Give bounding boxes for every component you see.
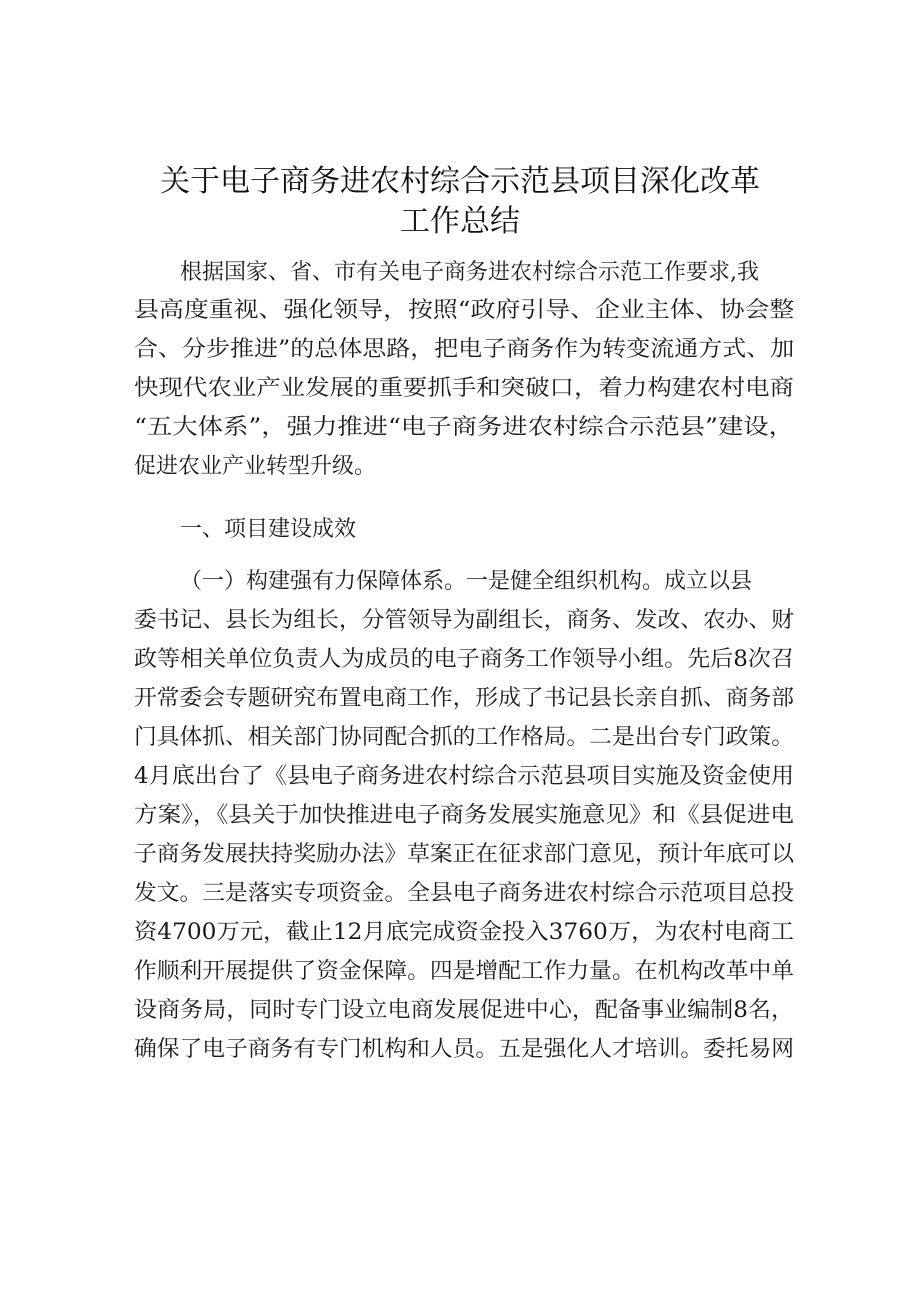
body-line: 发文。三是落实专项资金。全县电子商务进农村综合示范项目总投 bbox=[134, 881, 795, 906]
body-line: 开常委会专题研究布置电商工作，形成了书记县长亲自抓、商务部 bbox=[134, 686, 795, 711]
intro-line: “五大体系”，强力推进“电子商务进农村综合示范县”建设， bbox=[134, 415, 794, 440]
body-line: 设商务局，同时专门设立电商发展促进中心，配备事业编制8名， bbox=[134, 998, 794, 1023]
body-line: 门具体抓、相关部门协同配合抓的工作格局。二是出台专门政策。 bbox=[134, 725, 795, 750]
intro-line: 根据国家、省、市有关电子商务进农村综合示范工作要求,我 bbox=[180, 260, 759, 285]
intro-line: 快现代农业产业发展的重要抓手和突破口，着力构建农村电商 bbox=[134, 376, 795, 401]
body-line: 方案》，《县关于加快推进电子商务发展实施意见》和《县促进电 bbox=[134, 803, 794, 828]
body-line: （一）构建强有力保障体系。一是健全组织机构。成立以县 bbox=[180, 569, 753, 594]
body-line: 确保了电子商务有专门机构和人员。五是强化人才培训。委托易网 bbox=[134, 1037, 795, 1062]
section-heading: 一、项目建设成效 bbox=[180, 517, 357, 542]
intro-line: 促进农业产业转型升级。 bbox=[134, 454, 377, 479]
intro-line: 县高度重视、强化领导，按照“政府引导、企业主体、协会整 bbox=[134, 298, 795, 323]
body-line: 委书记、县长为组长，分管领导为副组长，商务、发改、农办、财 bbox=[134, 608, 795, 633]
intro-line: 合、分步推进”的总体思路，把电子商务作为转变流通方式、加 bbox=[134, 337, 795, 362]
body-line: 资4700万元，截止12月底完成资金投入3760万，为农村电商工 bbox=[134, 920, 794, 945]
document-title-line2: 工作总结 bbox=[400, 204, 520, 239]
body-line: 政等相关单位负责人为成员的电子商务工作领导小组。先后8次召 bbox=[134, 647, 794, 672]
body-line: 子商务发展扶持奖励办法》草案正在征求部门意见，预计年底可以 bbox=[134, 842, 795, 867]
body-line: 作顺利开展提供了资金保障。四是增配工作力量。在机构改革中单 bbox=[134, 959, 795, 984]
document-title-line1: 关于电子商务进农村综合示范县项目深化改革 bbox=[160, 164, 760, 199]
body-line: 4月底出台了《县电子商务进农村综合示范县项目实施及资金使用 bbox=[134, 764, 794, 789]
